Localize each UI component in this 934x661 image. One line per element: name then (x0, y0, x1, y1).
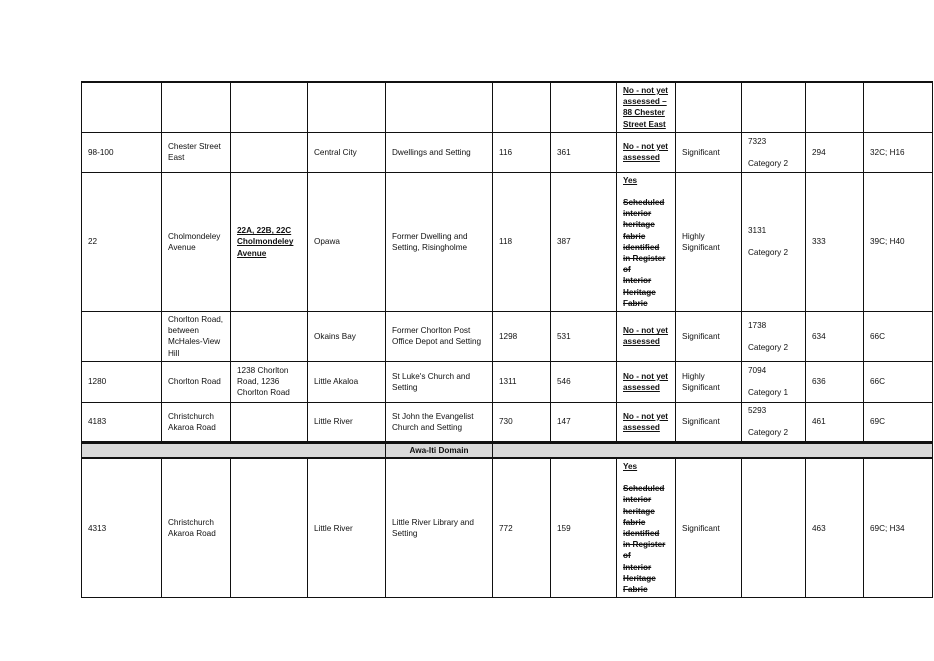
cell-heritage-item: 116 (493, 132, 551, 172)
cell-area: Little Akaloa (308, 361, 386, 402)
interior-strike-line: interior (623, 209, 652, 219)
cell-heritage-item: 1311 (493, 361, 551, 402)
cell-planning-map: 294 (806, 132, 864, 172)
cell-street: Christchurch Akaroa Road (162, 458, 231, 598)
cell-heritage-item: 1298 (493, 312, 551, 362)
heritage-schedule-table (81, 81, 933, 598)
interior-strike-line: Heritage (623, 573, 656, 583)
nz-heritage-number: 3131 (748, 226, 767, 236)
cell-number: 1280 (82, 361, 162, 402)
cell-map-ref: 39C; H40 (864, 172, 933, 311)
cell-number: 4183 (82, 402, 162, 442)
other-address-underlined: 22A, 22B, 22C Cholmondeley Avenue (237, 226, 294, 258)
table-row (82, 458, 933, 598)
cell-heritage-place: 387 (551, 172, 617, 311)
cell-significance: Significant (676, 132, 742, 172)
cell-description: St Luke's Church and Setting (386, 361, 493, 402)
interior-strike-line: fabric (623, 517, 646, 527)
cell-planning-map: 636 (806, 361, 864, 402)
interior-strike-line: in Register of (623, 540, 666, 561)
cell-interior (617, 402, 676, 442)
cell-street: Chorlton Road, between McHales-View Hill (162, 312, 231, 362)
cell-street: Chorlton Road (162, 361, 231, 402)
interior-status: Yes (623, 175, 638, 185)
cell-description: Former Chorlton Post Office Depot and Setting (386, 312, 493, 362)
interior-strike-line: identified (623, 242, 660, 252)
cell-description: Little River Library and Setting (386, 458, 493, 598)
table-row (82, 312, 933, 362)
interior-strike-line: fabric (623, 231, 646, 241)
cell-other-address (231, 132, 308, 172)
cell-map-ref (864, 82, 933, 132)
interior-status: No - not yet assessed – 88 Chester Street East (623, 86, 669, 129)
cell-other-address (231, 402, 308, 442)
cell-heritage-place: 159 (551, 458, 617, 598)
cell-number: 98-100 (82, 132, 162, 172)
table-row (82, 132, 933, 172)
cell-map-ref: 32C; H16 (864, 132, 933, 172)
nz-category: Category 2 (748, 158, 789, 168)
cell-street: Chester Street East (162, 132, 231, 172)
interior-status: No - not yet assessed (623, 142, 669, 163)
nz-category: Category 2 (748, 428, 789, 438)
cell-number: 4313 (82, 458, 162, 598)
cell-heritage-item: 730 (493, 402, 551, 442)
cell-heritage-place: 147 (551, 402, 617, 442)
cell-map-ref: 69C (864, 402, 933, 442)
cell-planning-map: 461 (806, 402, 864, 442)
domain-heading-row (82, 442, 933, 458)
interior-strike-line: Fabric (623, 585, 648, 595)
cell-planning-map: 634 (806, 312, 864, 362)
nz-heritage-number: 1738 (748, 320, 767, 330)
cell-heritage-place: 531 (551, 312, 617, 362)
cell-other-address (231, 458, 308, 598)
cell-interior (617, 458, 676, 598)
cell-street (162, 82, 231, 132)
cell-heritage-item: 118 (493, 172, 551, 311)
cell-heritage-place: 546 (551, 361, 617, 402)
cell-map-ref: 66C (864, 361, 933, 402)
interior-strike-line: Scheduled (623, 484, 665, 494)
cell-interior (617, 172, 676, 311)
cell-area: Opawa (308, 172, 386, 311)
cell-significance: Highly Significant (676, 361, 742, 402)
cell-nz-heritage (742, 402, 806, 442)
interior-strike-line: Scheduled (623, 198, 665, 208)
nz-category: Category 2 (748, 342, 789, 352)
interior-strike-line: interior (623, 495, 652, 505)
nz-heritage-number: 7323 (748, 136, 767, 146)
interior-strike-line: identified (623, 529, 660, 539)
domain-label: Awa-Iti Domain (386, 442, 493, 458)
interior-strike-line: Interior (623, 276, 652, 286)
cell-heritage-place (551, 82, 617, 132)
cell-area: Central City (308, 132, 386, 172)
cell-description (386, 82, 493, 132)
cell-area: Little River (308, 402, 386, 442)
cell-map-ref: 66C (864, 312, 933, 362)
table-row (82, 402, 933, 442)
cell-nz-heritage (742, 458, 806, 598)
cell-significance: Significant (676, 312, 742, 362)
nz-category: Category 1 (748, 388, 789, 398)
cell-heritage-place: 361 (551, 132, 617, 172)
table-row (82, 361, 933, 402)
cell-planning-map: 463 (806, 458, 864, 598)
cell-significance: Significant (676, 402, 742, 442)
cell-nz-heritage (742, 172, 806, 311)
cell-description: Former Dwelling and Setting, Risingholme (386, 172, 493, 311)
interior-strike-line: heritage (623, 220, 655, 230)
cell-planning-map (806, 82, 864, 132)
cell-number (82, 312, 162, 362)
cell-significance: Significant (676, 458, 742, 598)
cell-other-address (231, 82, 308, 132)
nz-heritage-number: 5293 (748, 406, 767, 416)
cell-planning-map: 333 (806, 172, 864, 311)
cell-description: St John the Evangelist Church and Setting (386, 402, 493, 442)
cell-nz-heritage (742, 132, 806, 172)
interior-strike-line: in Register of (623, 254, 666, 275)
interior-strike-line: Fabric (623, 298, 648, 308)
cell-interior (617, 312, 676, 362)
cell-nz-heritage (742, 361, 806, 402)
nz-category: Category 2 (748, 248, 789, 258)
interior-strike-line: heritage (623, 506, 655, 516)
table-row (82, 172, 933, 311)
cell-nz-heritage (742, 82, 806, 132)
cell-number: 22 (82, 172, 162, 311)
domain-spacer (493, 442, 933, 458)
cell-description: Dwellings and Setting (386, 132, 493, 172)
cell-interior (617, 361, 676, 402)
table-row (82, 82, 933, 132)
cell-significance: Highly Significant (676, 172, 742, 311)
cell-nz-heritage (742, 312, 806, 362)
cell-map-ref: 69C; H34 (864, 458, 933, 598)
cell-number (82, 82, 162, 132)
cell-other-address (231, 172, 308, 311)
domain-spacer (82, 442, 386, 458)
cell-significance (676, 82, 742, 132)
cell-area: Little River (308, 458, 386, 598)
cell-interior (617, 132, 676, 172)
cell-heritage-item: 772 (493, 458, 551, 598)
cell-other-address (231, 312, 308, 362)
interior-strike-line: Interior (623, 562, 652, 572)
cell-other-address: 1238 Chorlton Road, 1236 Chorlton Road (231, 361, 308, 402)
cell-heritage-item (493, 82, 551, 132)
cell-interior (617, 82, 676, 132)
interior-status: No - not yet assessed (623, 371, 669, 392)
cell-area (308, 82, 386, 132)
interior-status: Yes (623, 462, 638, 472)
nz-heritage-number: 7094 (748, 366, 767, 376)
cell-street: Christchurch Akaroa Road (162, 402, 231, 442)
cell-street: Cholmondeley Avenue (162, 172, 231, 311)
interior-strike-line: Heritage (623, 287, 656, 297)
interior-status: No - not yet assessed (623, 411, 669, 432)
interior-status: No - not yet assessed (623, 326, 669, 347)
cell-area: Okains Bay (308, 312, 386, 362)
